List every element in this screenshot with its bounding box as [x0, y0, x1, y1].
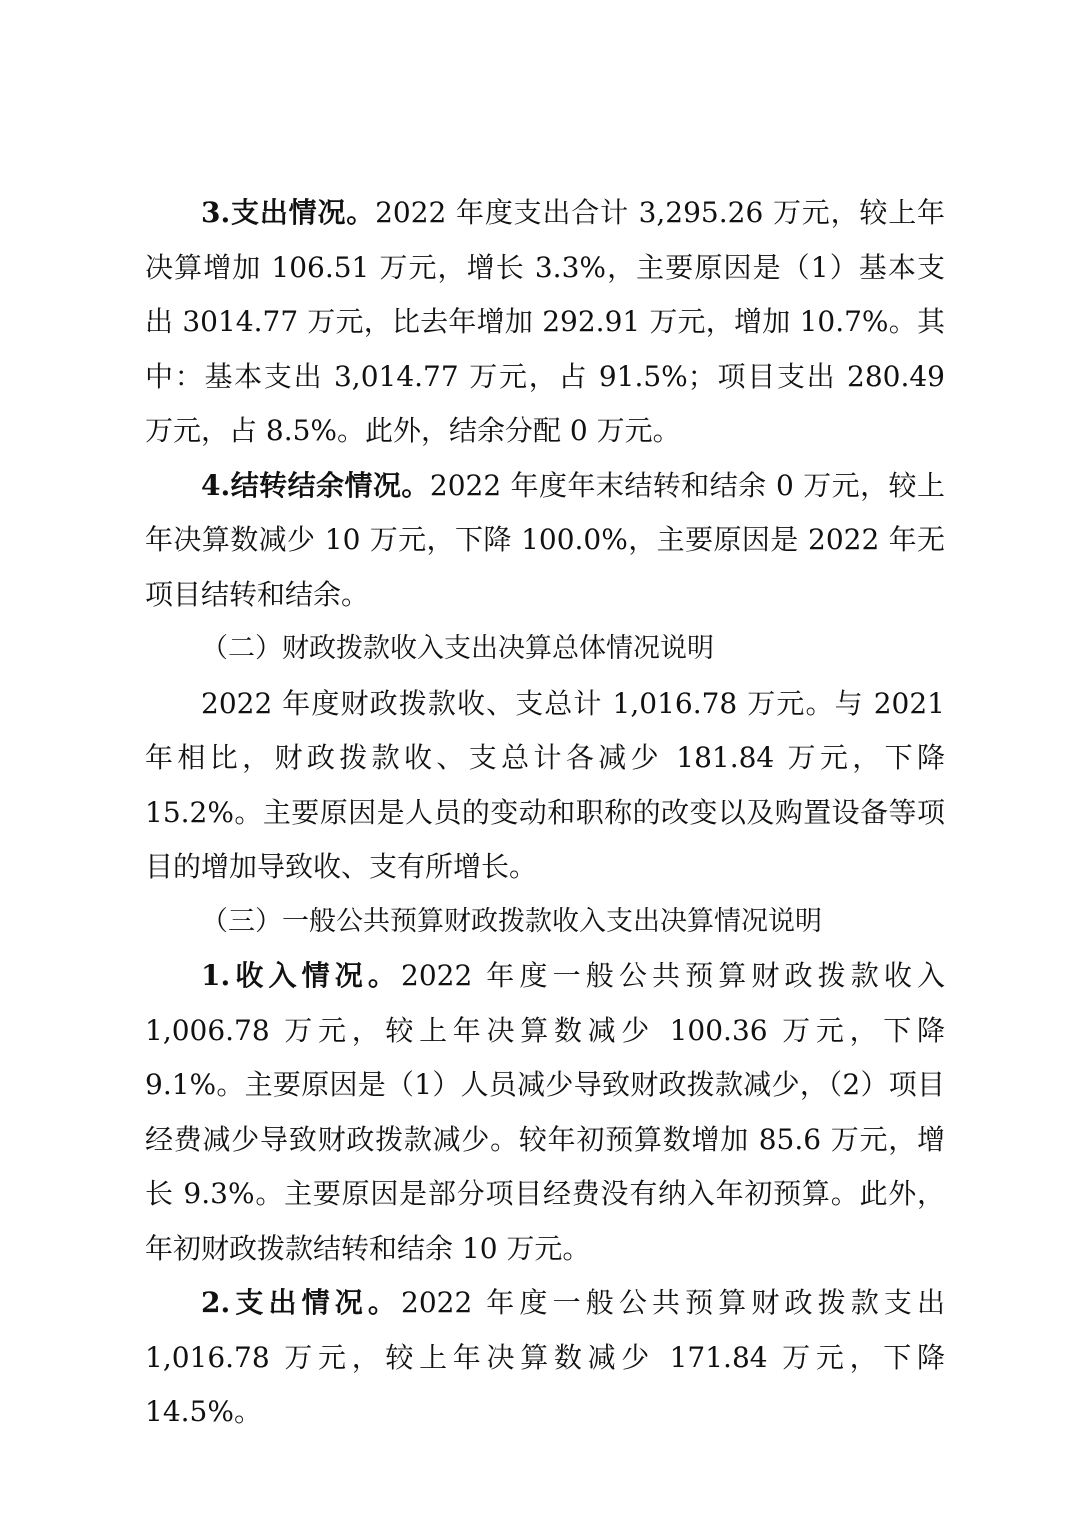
fiscal-overall-paragraph: 2022 年度财政拨款收、支总计 1,016.78 万元。与 2021 年相比，财政拨款收、支总计各减少 181.84 万元，下降 15.2%。主要原因是人员的变动和职称的改变以及购置设备等项目的增加导致收、支有所增长。 [145, 686, 945, 883]
income-paragraph [145, 949, 945, 1276]
section-heading-general-budget: （三）一般公共预算财政拨款收入支出决算情况说明 [201, 905, 822, 937]
document-body [145, 186, 945, 1440]
general-expenditure-text: 2022 年度一般公共预算财政拨款支出 1,016.78 万元，较上年决算数减少 171.84 万元，下降 14.5%。 [145, 1286, 945, 1428]
expenditure-paragraph [145, 186, 945, 459]
income-lead: 1.收入情况。 [201, 959, 402, 992]
carryover-paragraph [145, 459, 945, 623]
general-expenditure-lead: 2.支出情况。 [201, 1286, 402, 1319]
expenditure-text: 2022 年度支出合计 3,295.26 万元，较上年决算增加 106.51 万元，增长 3.3%，主要原因是（1）基本支出 3014.77 万元，比去年增加 292.91 万元，增加 10.7%。其中：基本支出 3,014.77 万元，占 91.5%；项目支出 280.49 万元，占 8.5%。此外，结余分配 0 万元。 [145, 196, 946, 447]
expenditure-lead: 3.支出情况。 [201, 196, 376, 229]
income-text: 2022 年度一般公共预算财政拨款收入 1,006.78 万元，较上年决算数减少 100.36 万元，下降 9.1%。主要原因是（1）人员减少导致财政拨款减少，（2）项目经费减少导致财政拨款减少。较年初预算数增加 85.6 万元，增长 9.3%。主要原因是部分项目经费没有纳入年初预算。此外，年初财政拨款结转和结余 10 万元。 [145, 959, 945, 1265]
section-heading-fiscal-overall: （二）财政拨款收入支出决算总体情况说明 [201, 633, 714, 664]
general-expenditure-paragraph [145, 1276, 945, 1440]
carryover-text: 2022 年度年末结转和结余 0 万元，较上年决算数减少 10 万元，下降 100.0%，主要原因是 2022 年无项目结转和结余。 [145, 468, 946, 611]
carryover-lead: 4.结转结余情况。 [201, 468, 430, 502]
